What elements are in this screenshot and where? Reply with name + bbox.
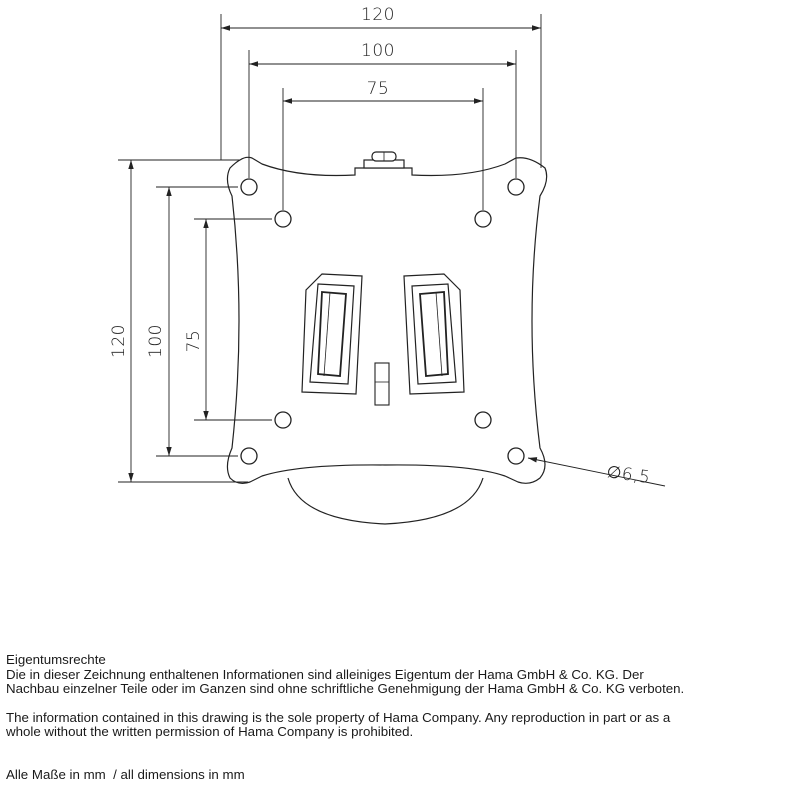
hole-100-bottom-right [508, 448, 524, 464]
center-slot [375, 363, 389, 405]
hole-75-top-left [275, 211, 291, 227]
hole-75-top-right [475, 211, 491, 227]
notes-english-line2: whole without the written permission of Hama Company is prohibited. [6, 724, 414, 740]
notes-german-line2: Nachbau einzelner Teile oder im Ganzen sind ohne schriftliche Genehmigung der Hama GmbH & Co. KG verboten. [6, 681, 685, 697]
round-foot [288, 478, 483, 524]
notes-heading: Eigentumsrechte [6, 652, 106, 667]
plate-outline [227, 157, 546, 483]
dim-v-75: 75 [184, 329, 204, 353]
hole-100-bottom-left [241, 448, 257, 464]
hole-100-top-right [508, 179, 524, 195]
dim-h-75: 75 [366, 79, 390, 99]
hole-75-bottom-right [475, 412, 491, 428]
hole-100-top-left [241, 179, 257, 195]
dim-v-100: 100 [146, 324, 166, 358]
hole-75-bottom-left [275, 412, 291, 428]
property-notes [6, 653, 806, 783]
notes-german-line1: Die in dieser Zeichnung enthaltenen Informationen sind alleiniges Eigentum der Hama GmbH & Co. KG. Der [6, 666, 644, 682]
dim-v-120: 120 [109, 324, 129, 358]
hole-diameter-label: ∅6,5 [605, 462, 652, 489]
dim-h-120: 120 [361, 5, 395, 25]
notes-units: Alle Maße in mm / all dimensions in mm [6, 766, 245, 782]
notes-english-line1: The information contained in this drawing is the sole property of Hama Company. Any reproduction in part or as a [6, 709, 671, 725]
dim-h-100: 100 [361, 41, 395, 61]
mount-plate [227, 152, 546, 524]
